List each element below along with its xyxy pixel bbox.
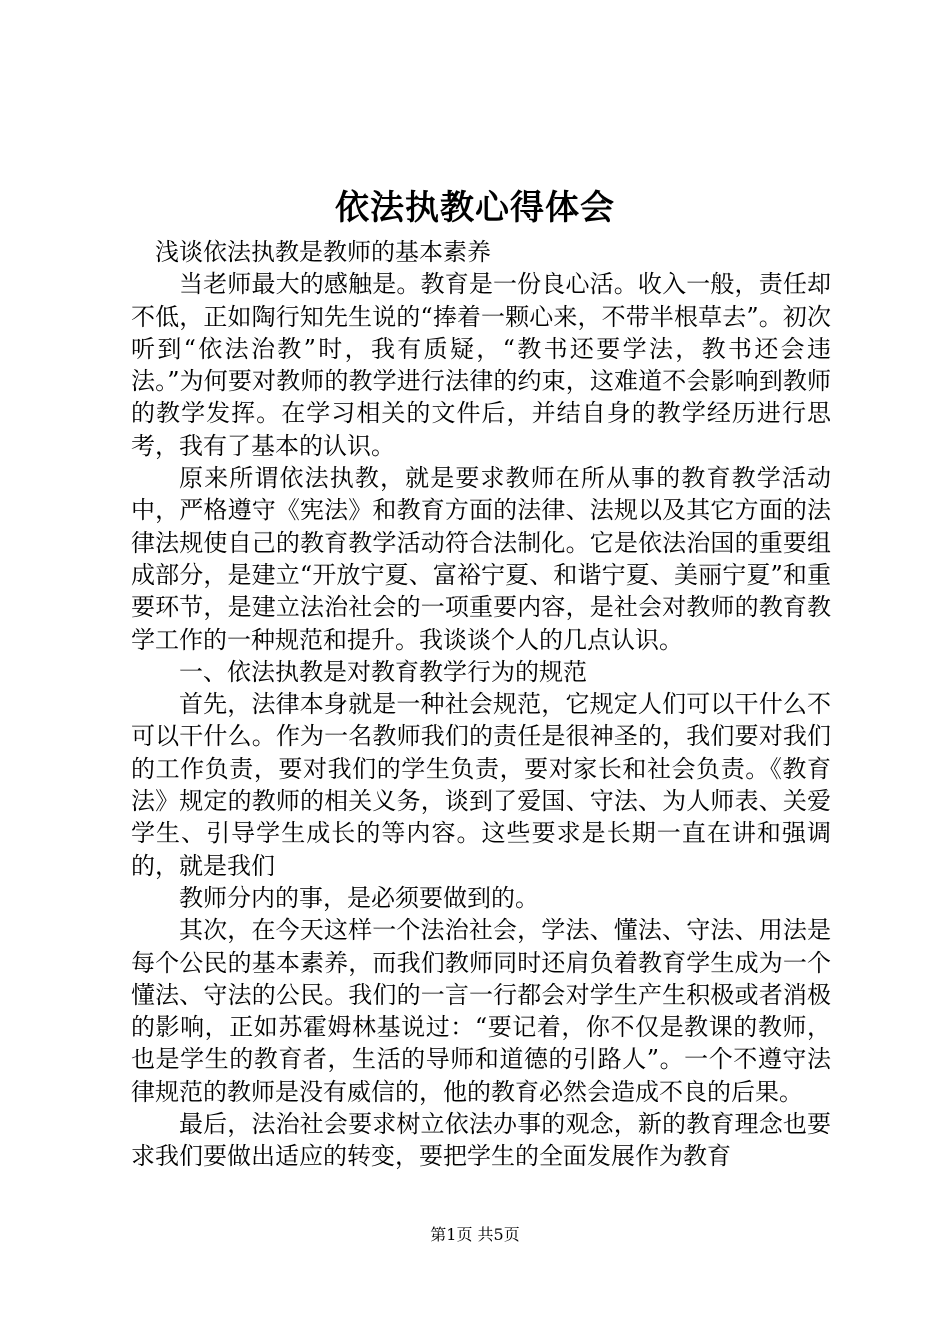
document-body: [131, 236, 831, 1173]
page-number-footer: 第1页 共5页: [430, 1225, 520, 1244]
body-paragraph: 其次，在今天这样一个法治社会，学法、懂法、守法、用法是每个公民的基本素养，而我们教师同时还肩负着教育学生成为一个懂法、守法的公民。我们的一言一行都会对学生产生积极或者消极的影响，正如苏霍姆林基说过：“要记着，你不仅是教课的教师，也是学生的教育者，生活的导师和道德的引路人”。一个不遵守法律规范的教师是没有威信的，他的教育必然会造成不良的后果。: [131, 916, 831, 1106]
body-paragraph: 原来所谓依法执教，就是要求教师在所从事的教育教学活动中，严格遵守《宪法》和教育方面的法律、法规以及其它方面的法律法规使自己的教育教学活动符合法制化。它是依法治国的重要组成部分，是建立“开放宁夏、富裕宁夏、和谐宁夏、美丽宁夏”和重要环节，是建立法治社会的一项重要内容，是社会对教师的教育教学工作的一种规范和提升。我谈谈个人的几点认识。: [131, 464, 831, 654]
subtitle-paragraph: 浅谈依法执教是教师的基本素养: [155, 238, 491, 266]
body-paragraph: 当老师最大的感触是。教育是一份良心活。收入一般，责任却不低，正如陶行知先生说的“捧着一颗心来，不带半根草去”。初次听到“依法治教”时，我有质疑，“教书还要学法，教书还会违法。”为何要对教师的教学进行法律的约束，这难道不会影响到教师的教学发挥。在学习相关的文件后，并结自身的教学经历进行思考，我有了基本的认识。: [131, 270, 831, 460]
body-paragraph: 教师分内的事，是必须要做到的。: [179, 883, 539, 912]
body-paragraph: 首先，法律本身就是一种社会规范，它规定人们可以干什么不可以干什么。作为一名教师我们的责任是很神圣的，我们要对我们的工作负责，要对我们的学生负责，要对家长和社会负责。《教育法》规定的教师的相关义务，谈到了爱国、守法、为人师表、关爱学生、引导学生成长的等内容。这些要求是长期一直在讲和强调的，就是我们: [131, 690, 831, 880]
body-paragraph: 最后，法治社会要求树立依法办事的观念，新的教育理念也要求我们要做出适应的转变，要把学生的全面发展作为教育: [131, 1110, 831, 1171]
section-heading: 一、依法执教是对教育教学行为的规范: [179, 657, 587, 686]
document-title: 依法执教心得体会: [335, 188, 615, 228]
